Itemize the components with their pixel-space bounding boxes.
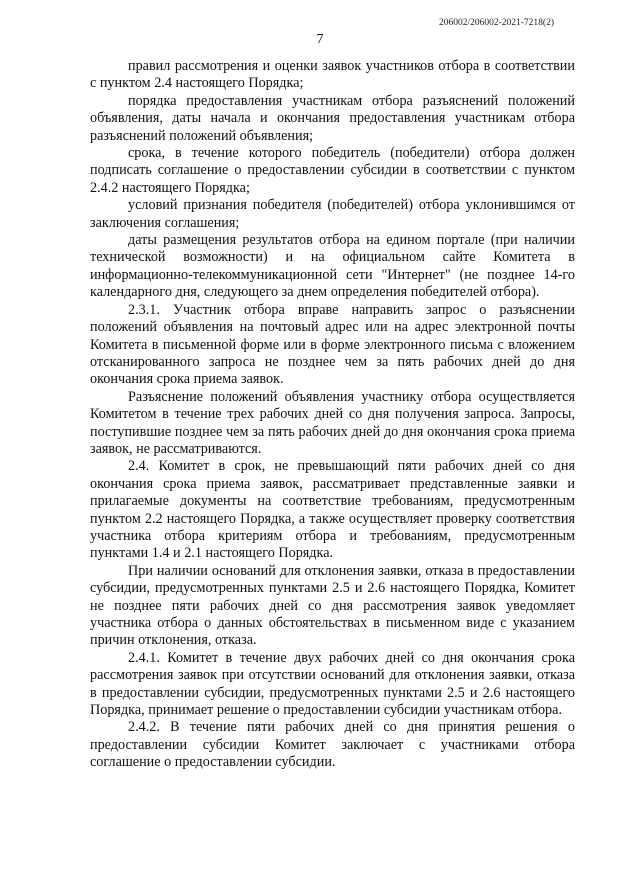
paragraph: 2.4.2. В течение пяти рабочих дней со дня принятия решения о предоставлении субсидии Комитет заключает с участниками отбора соглашение о предоставлении субсидии. [90, 719, 575, 771]
page-number: 7 [316, 32, 324, 47]
paragraph: 2.4.1. Комитет в течение двух рабочих дней со дня окончания срока рассмотрения заявок при отсутствии оснований для отклонения заявки, отказа в предоставлении субсидии, предусмотренных пунктами 2.5 и 2.6 настоящего Порядка, принимает решение о предоставлении субсидии участникам отбора. [90, 649, 575, 719]
paragraph: даты размещения результатов отбора на едином портале (при наличии технической возможности) и на официальном сайте Комитета в информационно-телекоммуникационной сети "Интернет" (не позднее 14-го календарного дня, следующего за днем определения победителей отбора). [90, 232, 575, 301]
document-id: 206002/206002-2021-7218(2) [438, 18, 554, 28]
paragraph: 2.3.1. Участник отбора вправе направить запрос о разъяснении положений объявления на почтовый адрес или на адрес электронной почты Комитета в письменной форме или в форме электронного письма с вложением отсканированного запроса не позднее чем за пять рабочих дней до дня окончания срока приема заявок. [90, 301, 575, 388]
paragraph: Разъяснение положений объявления участнику отбора осуществляется Комитетом в течение трех рабочих дней со дня получения запроса. Запросы, поступившие позднее чем за пять рабочих дней до дня окончания срока приема заявок, не рассматриваются. [90, 388, 575, 457]
paragraph: 2.4. Комитет в срок, не превышающий пяти рабочих дней со дня окончания срока приема заявок, рассматривает представленные заявки и прилагаемые документы на соответствие требованиям, предусмотренным пунктом 2.2 настоящего Порядка, а также осуществляет проверку соответствия участника отбора критериям отбора и требованиям, предусмотренным пунктами 1.4 и 2.1 настоящего Порядка. [90, 458, 575, 562]
paragraph: порядка предоставления участникам отбора разъяснений положений объявления, даты начала и окончания предоставления участникам отбора разъяснений положений объявления; [90, 92, 575, 144]
paragraph: условий признания победителя (победителей) отбора уклонившимся от заключения соглашения; [90, 197, 575, 231]
paragraph: При наличии оснований для отклонения заявки, отказа в предоставлении субсидии, предусмотренных пунктами 2.5 и 2.6 настоящего Порядка, Комитет не позднее пяти рабочих дней со дня рассмотрения заявок уведомляет участника отбора о данных обстоятельствах в письменном виде с указанием причин отклонения, отказа. [90, 562, 575, 649]
document-body [90, 58, 575, 772]
paragraph: срока, в течение которого победитель (победители) отбора должен подписать соглашение о предоставлении субсидии в соответствии с пунктом 2.4.2 настоящего Порядка; [90, 145, 575, 196]
paragraph: правил рассмотрения и оценки заявок участников отбора в соответствии с пунктом 2.4 настоящего Порядка; [90, 58, 575, 92]
